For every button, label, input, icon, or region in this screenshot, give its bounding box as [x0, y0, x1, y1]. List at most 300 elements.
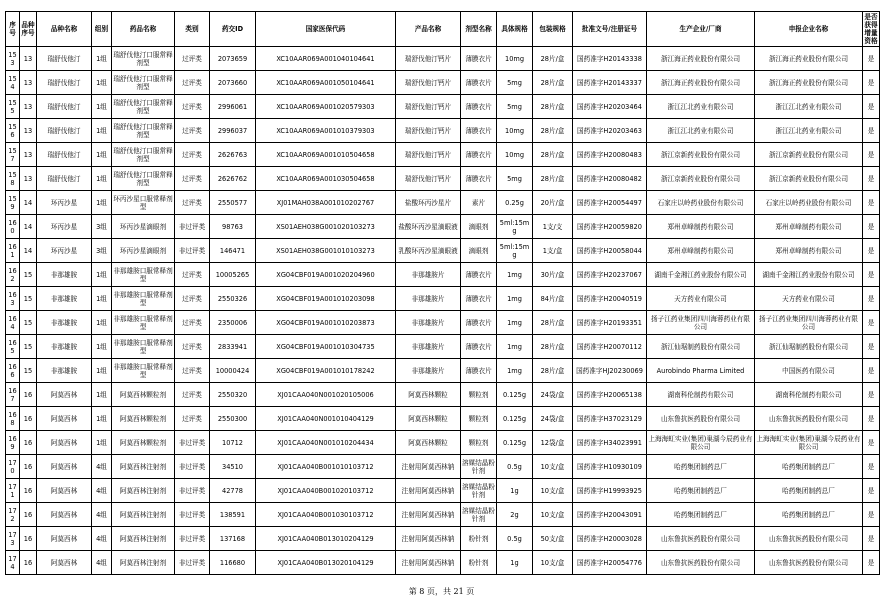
table-cell: 1mg: [497, 335, 533, 359]
column-header: 剂型名称: [461, 12, 497, 47]
table-cell: XG04CBF019A001010304735: [256, 335, 396, 359]
table-cell: 阿莫西林注射剂: [112, 527, 175, 551]
table-cell: 是: [863, 215, 880, 239]
table-cell: 是: [863, 431, 880, 455]
table-cell: 非那雄胺口服常释剂型: [112, 311, 175, 335]
table-cell: 哈药集团制药总厂: [647, 479, 755, 503]
table-cell: 162: [6, 263, 20, 287]
table-cell: XJ01CAA040N001010404129: [256, 407, 396, 431]
column-header: 类别: [175, 12, 210, 47]
table-cell: 湖南千金湘江药业股份有限公司: [647, 263, 755, 287]
table-cell: 盐酸环丙沙星滴眼液: [396, 215, 461, 239]
table-cell: 2073659: [210, 47, 256, 71]
table-cell: 盐酸环丙沙星片: [396, 191, 461, 215]
table-cell: 173: [6, 527, 20, 551]
table-cell: 非那雄胺: [37, 311, 92, 335]
table-cell: 是: [863, 239, 880, 263]
table-cell: 湖南科伦制药有限公司: [647, 383, 755, 407]
table-row: [6, 167, 880, 191]
table-cell: XC10AAR069A001020579303: [256, 95, 396, 119]
table-cell: 国药准字H20203464: [573, 95, 647, 119]
table-cell: 瑞舒伐他汀口服常释剂型: [112, 71, 175, 95]
table-cell: 阿莫西林注射剂: [112, 551, 175, 575]
table-cell: 28片/盒: [533, 335, 573, 359]
table-cell: 15: [20, 311, 37, 335]
table-cell: 28片/盒: [533, 143, 573, 167]
drug-list-table: [5, 11, 880, 575]
table-cell: XJ01CAA040B013010204129: [256, 527, 396, 551]
table-cell: 山东鲁抗医药股份有限公司: [647, 551, 755, 575]
table-cell: 28片/盒: [533, 359, 573, 383]
table-cell: 国药准字H20237067: [573, 263, 647, 287]
table-cell: 169: [6, 431, 20, 455]
table-cell: 山东鲁抗医药股份有限公司: [647, 407, 755, 431]
table-cell: XJ01CAA040N001010204434: [256, 431, 396, 455]
table-cell: 非过评类: [175, 551, 210, 575]
table-cell: 国药准字H20080482: [573, 167, 647, 191]
table-cell: 28片/盒: [533, 167, 573, 191]
table-cell: 2626762: [210, 167, 256, 191]
table-cell: 哈药集团制药总厂: [647, 455, 755, 479]
table-cell: 湖南科伦制药有限公司: [755, 383, 863, 407]
table-cell: 过评类: [175, 47, 210, 71]
table-cell: 50支/盒: [533, 527, 573, 551]
table-cell: 2350006: [210, 311, 256, 335]
table-cell: XJ01CAA040B013020104129: [256, 551, 396, 575]
table-cell: 非过评类: [175, 503, 210, 527]
table-cell: 116680: [210, 551, 256, 575]
table-cell: 2073660: [210, 71, 256, 95]
table-cell: 溶媒结晶粉针剂: [461, 503, 497, 527]
table-cell: 哈药集团制药总厂: [755, 503, 863, 527]
table-cell: 浙江京新药业股份有限公司: [755, 167, 863, 191]
table-cell: 过评类: [175, 335, 210, 359]
table-cell: 滴眼剂: [461, 215, 497, 239]
table-cell: 非过评类: [175, 527, 210, 551]
table-cell: 170: [6, 455, 20, 479]
table-cell: 瑞舒伐他汀钙片: [396, 167, 461, 191]
table-cell: 5mg: [497, 71, 533, 95]
column-header: 批准文号/注册证号: [573, 12, 647, 47]
table-cell: 20片/盒: [533, 191, 573, 215]
table-cell: 4组: [92, 527, 112, 551]
table-cell: 0.5g: [497, 527, 533, 551]
table-cell: 5ml:15mg: [497, 215, 533, 239]
table-cell: 157: [6, 143, 20, 167]
table-cell: 168: [6, 407, 20, 431]
table-cell: Aurobindo Pharma Limited: [647, 359, 755, 383]
table-cell: 国药准字H20003028: [573, 527, 647, 551]
table-cell: 是: [863, 407, 880, 431]
table-cell: XC10AAR069A001010379303: [256, 119, 396, 143]
table-cell: 瑞舒伐他汀: [37, 47, 92, 71]
table-cell: 郑州卓峰制药有限公司: [755, 215, 863, 239]
column-header: 生产企业/厂商: [647, 12, 755, 47]
table-cell: 阿莫西林颗粒剂: [112, 383, 175, 407]
table-cell: 非那雄胺: [37, 263, 92, 287]
table-cell: 国药准字H20054497: [573, 191, 647, 215]
table-cell: 13: [20, 167, 37, 191]
table-cell: 浙江京新药业股份有限公司: [755, 143, 863, 167]
table-cell: 浙江江北药业有限公司: [755, 119, 863, 143]
table-cell: 颗粒剂: [461, 407, 497, 431]
table-cell: 2626763: [210, 143, 256, 167]
table-cell: 1mg: [497, 287, 533, 311]
table-cell: 28片/盒: [533, 47, 573, 71]
table-cell: 浙江江北药业有限公司: [647, 95, 755, 119]
column-header: 国家医保代码: [256, 12, 396, 47]
table-cell: 阿莫西林注射剂: [112, 503, 175, 527]
table-cell: 薄膜衣片: [461, 95, 497, 119]
table-cell: 国药准字H10930109: [573, 455, 647, 479]
table-cell: XC10AAR069A001040104641: [256, 47, 396, 71]
table-cell: XS01AEH038G001020103273: [256, 215, 396, 239]
table-cell: 172: [6, 503, 20, 527]
table-cell: 国药准字H20143337: [573, 71, 647, 95]
table-cell: 13: [20, 95, 37, 119]
table-cell: 0.25g: [497, 191, 533, 215]
table-cell: 24袋/盒: [533, 383, 573, 407]
table-cell: 注射用阿莫西林钠: [396, 527, 461, 551]
table-cell: 瑞舒伐他汀口服常释剂型: [112, 119, 175, 143]
table-row: [6, 407, 880, 431]
column-header: 序号: [6, 12, 20, 47]
table-cell: 郑州卓峰制药有限公司: [647, 215, 755, 239]
table-cell: 4组: [92, 503, 112, 527]
table-cell: 环丙沙星: [37, 239, 92, 263]
table-cell: 是: [863, 551, 880, 575]
table-cell: 158: [6, 167, 20, 191]
table-body: [6, 47, 880, 575]
table-cell: 10712: [210, 431, 256, 455]
table-cell: 哈药集团制药总厂: [647, 503, 755, 527]
table-cell: 国药准字H20143338: [573, 47, 647, 71]
table-cell: 阿莫西林: [37, 455, 92, 479]
column-header: 品种序号: [20, 12, 37, 47]
table-cell: 非那雄胺口服常释剂型: [112, 287, 175, 311]
table-row: [6, 287, 880, 311]
table-cell: 阿莫西林注射剂: [112, 479, 175, 503]
table-cell: XJ01CAA040B001030103712: [256, 503, 396, 527]
table-cell: 0.125g: [497, 407, 533, 431]
table-row: [6, 263, 880, 287]
table-cell: 14: [20, 215, 37, 239]
table-cell: 159: [6, 191, 20, 215]
table-cell: 溶媒结晶粉针剂: [461, 479, 497, 503]
table-cell: XG04CBF019A001010203098: [256, 287, 396, 311]
table-cell: 阿莫西林颗粒剂: [112, 407, 175, 431]
table-cell: 1g: [497, 551, 533, 575]
table-cell: 薄膜衣片: [461, 359, 497, 383]
table-cell: 环丙沙星: [37, 191, 92, 215]
table-cell: 国药准字H20040519: [573, 287, 647, 311]
table-cell: 过评类: [175, 95, 210, 119]
table-cell: 瑞舒伐他汀钙片: [396, 143, 461, 167]
table-cell: 是: [863, 167, 880, 191]
table-cell: 薄膜衣片: [461, 143, 497, 167]
table-cell: 阿莫西林: [37, 407, 92, 431]
table-cell: 非那雄胺片: [396, 263, 461, 287]
table-cell: 阿莫西林: [37, 383, 92, 407]
table-cell: 1g: [497, 479, 533, 503]
table-cell: 溶媒结晶粉针剂: [461, 455, 497, 479]
table-cell: 1组: [92, 47, 112, 71]
table-cell: 瑞舒伐他汀: [37, 71, 92, 95]
table-cell: 过评类: [175, 191, 210, 215]
table-cell: 扬子江药业集团四川海蓉药业有限公司: [755, 311, 863, 335]
table-cell: 国药准字H37023129: [573, 407, 647, 431]
table-row: [6, 551, 880, 575]
table-cell: 过评类: [175, 383, 210, 407]
table-cell: 98763: [210, 215, 256, 239]
table-cell: 阿莫西林颗粒剂: [112, 431, 175, 455]
table-cell: 浙江江北药业有限公司: [755, 95, 863, 119]
table-cell: 粉针剂: [461, 527, 497, 551]
table-cell: 哈药集团制药总厂: [755, 455, 863, 479]
table-cell: 28片/盒: [533, 95, 573, 119]
table-cell: 是: [863, 359, 880, 383]
table-cell: XC10AAR069A001010504658: [256, 143, 396, 167]
table-cell: 12袋/盒: [533, 431, 573, 455]
table-cell: 138591: [210, 503, 256, 527]
table-cell: 中国医药有限公司: [755, 359, 863, 383]
table-cell: 10mg: [497, 119, 533, 143]
table-cell: 浙江江北药业有限公司: [647, 119, 755, 143]
table-cell: 0.125g: [497, 383, 533, 407]
table-cell: 非过评类: [175, 455, 210, 479]
table-cell: 环丙沙星: [37, 215, 92, 239]
table-cell: 阿莫西林颗粒: [396, 431, 461, 455]
table-cell: 环丙沙星滴眼剂: [112, 215, 175, 239]
table-cell: 瑞舒伐他汀口服常释剂型: [112, 143, 175, 167]
table-cell: 13: [20, 71, 37, 95]
table-cell: 注射用阿莫西林钠: [396, 455, 461, 479]
table-cell: 13: [20, 119, 37, 143]
table-cell: 瑞舒伐他汀口服常释剂型: [112, 95, 175, 119]
table-row: [6, 95, 880, 119]
table-cell: 是: [863, 503, 880, 527]
column-header: 产品名称: [396, 12, 461, 47]
table-cell: 137168: [210, 527, 256, 551]
table-cell: 16: [20, 503, 37, 527]
table-cell: 146471: [210, 239, 256, 263]
table-cell: 国药准字H20203463: [573, 119, 647, 143]
table-cell: 2550320: [210, 383, 256, 407]
table-header-row: [6, 12, 880, 47]
table-cell: 4组: [92, 551, 112, 575]
table-cell: 1组: [92, 287, 112, 311]
table-cell: 天方药业有限公司: [755, 287, 863, 311]
table-cell: 42778: [210, 479, 256, 503]
table-cell: 是: [863, 455, 880, 479]
table-cell: 10mg: [497, 143, 533, 167]
table-cell: 国药准字H20058044: [573, 239, 647, 263]
table-cell: 16: [20, 455, 37, 479]
table-cell: 国药准字H20070112: [573, 335, 647, 359]
table-cell: 1mg: [497, 263, 533, 287]
table-cell: 薄膜衣片: [461, 119, 497, 143]
column-header: 组别: [92, 12, 112, 47]
table-cell: 浙江海正药业股份有限公司: [647, 47, 755, 71]
table-cell: 国药准字H20043091: [573, 503, 647, 527]
table-cell: 1组: [92, 311, 112, 335]
table-cell: 湖南千金湘江药业股份有限公司: [755, 263, 863, 287]
table-cell: 瑞舒伐他汀钙片: [396, 119, 461, 143]
table-row: [6, 143, 880, 167]
table-cell: 16: [20, 383, 37, 407]
table-cell: 24袋/盒: [533, 407, 573, 431]
table-cell: 5ml:15mg: [497, 239, 533, 263]
table-cell: 过评类: [175, 311, 210, 335]
table-cell: 上海海虹实业(集团)巢湖今辰药业有限公司: [647, 431, 755, 455]
table-cell: 15: [20, 287, 37, 311]
table-cell: 34510: [210, 455, 256, 479]
table-cell: 薄膜衣片: [461, 47, 497, 71]
table-cell: 14: [20, 191, 37, 215]
table-cell: 非过评类: [175, 239, 210, 263]
table-cell: 阿莫西林: [37, 527, 92, 551]
table-cell: 28片/盒: [533, 119, 573, 143]
table-cell: 阿莫西林: [37, 431, 92, 455]
table-cell: 国药准字H19993925: [573, 479, 647, 503]
table-cell: 16: [20, 407, 37, 431]
table-cell: 14: [20, 239, 37, 263]
table-cell: 0.125g: [497, 431, 533, 455]
table-cell: 10支/盒: [533, 455, 573, 479]
table-cell: 粉针剂: [461, 551, 497, 575]
table-cell: XC10AAR069A001030504658: [256, 167, 396, 191]
table-row: [6, 311, 880, 335]
table-cell: 16: [20, 527, 37, 551]
table-cell: 164: [6, 311, 20, 335]
table-cell: 过评类: [175, 407, 210, 431]
table-cell: 上海海虹实业(集团)巢湖今辰药业有限公司: [755, 431, 863, 455]
table-cell: 浙江海正药业股份有限公司: [647, 71, 755, 95]
table-cell: 瑞舒伐他汀钙片: [396, 47, 461, 71]
table-cell: 2996037: [210, 119, 256, 143]
table-cell: XC10AAR069A001050104641: [256, 71, 396, 95]
table-cell: 过评类: [175, 119, 210, 143]
table-cell: 155: [6, 95, 20, 119]
table-cell: 薄膜衣片: [461, 335, 497, 359]
table-cell: XJ01CAA040N001020105006: [256, 383, 396, 407]
table-cell: 注射用阿莫西林钠: [396, 479, 461, 503]
table-cell: 浙江京新药业股份有限公司: [647, 143, 755, 167]
table-cell: 165: [6, 335, 20, 359]
table-cell: 2833941: [210, 335, 256, 359]
table-cell: 国药准字H20054776: [573, 551, 647, 575]
table-row: [6, 191, 880, 215]
table-cell: 167: [6, 383, 20, 407]
table-cell: XG04CBF019A001010178242: [256, 359, 396, 383]
table-cell: XJ01CAA040B001020103712: [256, 479, 396, 503]
table-cell: 颗粒剂: [461, 431, 497, 455]
table-cell: 是: [863, 383, 880, 407]
table-cell: 是: [863, 119, 880, 143]
table-cell: 非那雄胺口服常释剂型: [112, 359, 175, 383]
table-cell: 薄膜衣片: [461, 71, 497, 95]
table-cell: 阿莫西林颗粒: [396, 407, 461, 431]
table-row: [6, 527, 880, 551]
table-row: [6, 359, 880, 383]
table-cell: 国药准字H34023991: [573, 431, 647, 455]
table-cell: 166: [6, 359, 20, 383]
table-cell: 16: [20, 551, 37, 575]
table-cell: 1组: [92, 191, 112, 215]
column-header: 药交ID: [210, 12, 256, 47]
table-cell: 山东鲁抗医药股份有限公司: [755, 407, 863, 431]
table-cell: 是: [863, 335, 880, 359]
table-cell: 过评类: [175, 71, 210, 95]
table-cell: 阿莫西林: [37, 479, 92, 503]
table-row: [6, 479, 880, 503]
table-row: [6, 335, 880, 359]
table-cell: 国药准字H20080483: [573, 143, 647, 167]
table-cell: 国药准字H20193351: [573, 311, 647, 335]
table-cell: 156: [6, 119, 20, 143]
column-header: 品种名称: [37, 12, 92, 47]
table-cell: 瑞舒伐他汀口服常释剂型: [112, 47, 175, 71]
table-cell: 161: [6, 239, 20, 263]
table-cell: 1组: [92, 359, 112, 383]
table-cell: 国药准字HJ20230069: [573, 359, 647, 383]
column-header: 具体规格: [497, 12, 533, 47]
table-cell: 2996061: [210, 95, 256, 119]
table-cell: 160: [6, 215, 20, 239]
table-row: [6, 239, 880, 263]
table-cell: 过评类: [175, 287, 210, 311]
table-cell: 10000424: [210, 359, 256, 383]
table-cell: 是: [863, 263, 880, 287]
table-cell: 2550326: [210, 287, 256, 311]
table-cell: 国药准字H20065138: [573, 383, 647, 407]
table-cell: 171: [6, 479, 20, 503]
column-header: 包装规格: [533, 12, 573, 47]
table-cell: 天方药业有限公司: [647, 287, 755, 311]
table-cell: 浙江仙琚制药股份有限公司: [647, 335, 755, 359]
table-cell: 1组: [92, 407, 112, 431]
table-cell: 是: [863, 95, 880, 119]
table-cell: 素片: [461, 191, 497, 215]
table-cell: 16: [20, 479, 37, 503]
table-cell: 瑞舒伐他汀钙片: [396, 95, 461, 119]
table-cell: 山东鲁抗医药股份有限公司: [647, 527, 755, 551]
table-row: [6, 71, 880, 95]
table-cell: 是: [863, 287, 880, 311]
table-cell: 非那雄胺口服常释剂型: [112, 263, 175, 287]
table-cell: 16: [20, 431, 37, 455]
table-cell: 浙江海正药业股份有限公司: [755, 71, 863, 95]
page-footer: 第 8 页，共 21 页: [408, 587, 475, 596]
table-cell: 1组: [92, 431, 112, 455]
table-cell: 薄膜衣片: [461, 263, 497, 287]
table-cell: 国药准字H20059820: [573, 215, 647, 239]
table-cell: XJ01MAH038A001010202767: [256, 191, 396, 215]
table-cell: 15: [20, 263, 37, 287]
table-cell: 是: [863, 527, 880, 551]
table-cell: 环丙沙星口服常释剂型: [112, 191, 175, 215]
table-row: [6, 503, 880, 527]
column-header: 药品名称: [112, 12, 175, 47]
table-cell: 滴眼剂: [461, 239, 497, 263]
table-cell: XG04CBF019A001010203873: [256, 311, 396, 335]
table-cell: XG04CBF019A001020204960: [256, 263, 396, 287]
table-cell: 153: [6, 47, 20, 71]
table-cell: 15: [20, 335, 37, 359]
table-cell: XJ01CAA040B001010103712: [256, 455, 396, 479]
table-cell: 山东鲁抗医药股份有限公司: [755, 551, 863, 575]
table-cell: 石家庄以岭药业股份有限公司: [755, 191, 863, 215]
